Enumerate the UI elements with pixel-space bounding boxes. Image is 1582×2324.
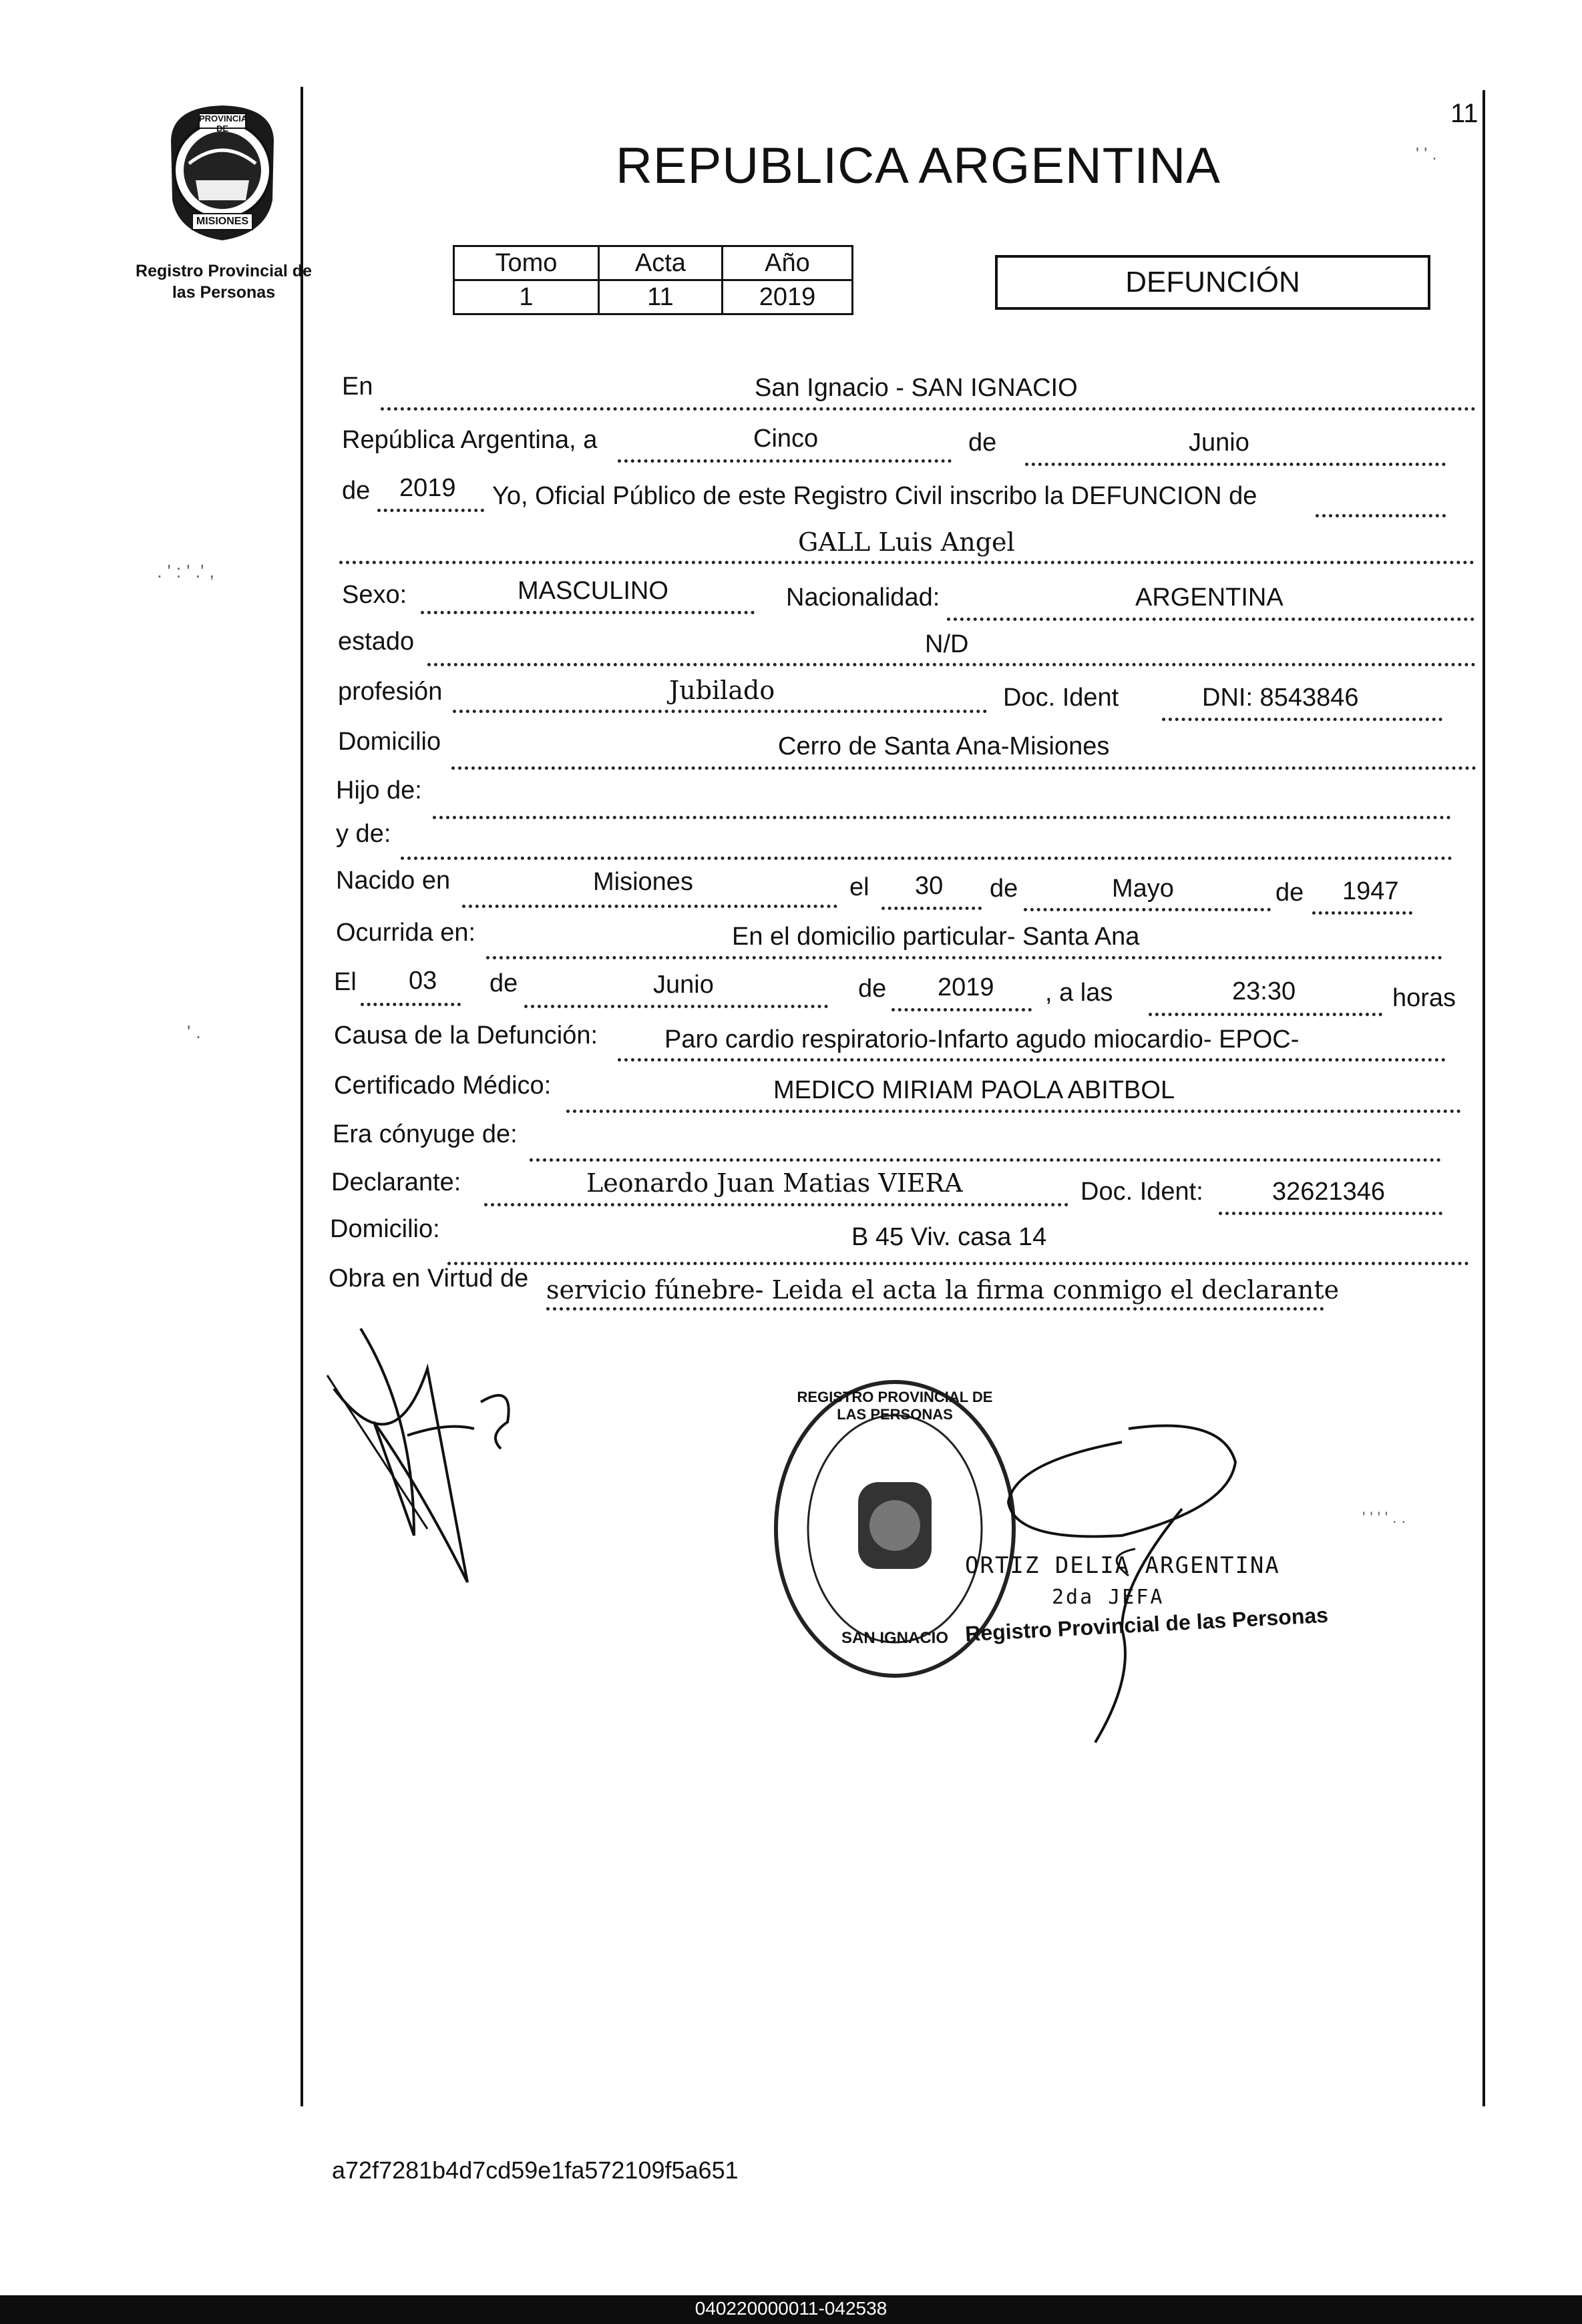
de-label-5: de bbox=[858, 975, 887, 1003]
declarante-doc-underline bbox=[1219, 1212, 1442, 1215]
certificado-value: MEDICO MIRIAM PAOLA ABITBOL bbox=[773, 1076, 1175, 1104]
sexo-label: Sexo: bbox=[342, 581, 407, 609]
profesion-underline bbox=[453, 710, 987, 713]
profesion-label: profesión bbox=[338, 678, 443, 706]
birth-day-value: 30 bbox=[915, 872, 944, 900]
document-hash-code: a72f7281b4d7cd59e1fa572109f5a651 bbox=[332, 2156, 739, 2184]
nacionalidad-label: Nacionalidad: bbox=[786, 584, 940, 612]
page-number: 11 bbox=[1450, 99, 1478, 128]
hijo-label: Hijo de: bbox=[336, 776, 422, 804]
birth-year-value: 1947 bbox=[1342, 877, 1399, 905]
doc-ident-label: Doc. Ident bbox=[1003, 684, 1119, 712]
inscribo-text: Yo, Oficial Público de este Registro Civil inscribo la DEFUNCION de bbox=[492, 482, 1257, 510]
table-header-acta: Acta bbox=[598, 246, 722, 280]
seal-top-text: PROVINCIA DE bbox=[199, 113, 248, 134]
hijo-underline bbox=[433, 816, 1451, 819]
year-underline bbox=[377, 509, 484, 512]
nacionalidad-value: ARGENTINA bbox=[1135, 584, 1283, 612]
nacido-label: Nacido en bbox=[336, 867, 451, 895]
de-label-3: de bbox=[1275, 879, 1304, 907]
deceased-name-value: GALL Luis Angel bbox=[798, 527, 1015, 557]
left-margin-line bbox=[301, 87, 303, 2106]
declarante-value: Leonardo Juan Matias VIERA bbox=[586, 1168, 963, 1198]
declarante-underline bbox=[484, 1203, 1068, 1206]
birth-year-underline bbox=[1312, 911, 1412, 915]
certificado-underline bbox=[566, 1110, 1461, 1113]
el2-label: El bbox=[334, 968, 357, 996]
declarante-label: Declarante: bbox=[331, 1168, 461, 1196]
declarante-domicilio-underline bbox=[447, 1262, 1469, 1265]
declarante-domicilio-value: B 45 Viv. casa 14 bbox=[851, 1223, 1047, 1251]
province-seal-emblem bbox=[159, 100, 286, 244]
alas-label: , a las bbox=[1045, 979, 1113, 1007]
declarante-doc-label: Doc. Ident: bbox=[1080, 1178, 1203, 1206]
officer-title: 2da JEFA bbox=[1052, 1586, 1165, 1609]
conyuge-label: Era cónyuge de: bbox=[333, 1120, 518, 1148]
sexo-underline bbox=[421, 611, 755, 614]
year-prefix-label: de bbox=[342, 477, 371, 505]
record-number-table bbox=[453, 245, 853, 315]
day-word-value: Cinco bbox=[753, 425, 819, 453]
table-value-acta: 11 bbox=[598, 280, 722, 314]
death-day-value: 03 bbox=[409, 967, 437, 995]
scan-noise-left-2: ' . bbox=[187, 1021, 201, 1042]
country-title: REPUBLICA ARGENTINA bbox=[616, 138, 1221, 194]
el-label: el bbox=[849, 873, 869, 901]
death-day-underline bbox=[361, 1003, 461, 1006]
nacido-value: Misiones bbox=[593, 868, 693, 896]
declarante-domicilio-label: Domicilio: bbox=[330, 1215, 440, 1243]
declarante-doc-value: 32621346 bbox=[1272, 1178, 1386, 1206]
yde-label: y de: bbox=[336, 820, 391, 848]
record-table-header-row bbox=[454, 246, 853, 280]
de-label-1: de bbox=[968, 429, 997, 457]
doc-ident-underline bbox=[1162, 718, 1442, 721]
horas-label: horas bbox=[1392, 984, 1456, 1012]
inscribo-underline bbox=[1316, 514, 1446, 517]
domicilio-value: Cerro de Santa Ana-Misiones bbox=[778, 732, 1110, 760]
right-margin-line bbox=[1482, 90, 1485, 2106]
scan-noise-left-1: . ' : ' .' , bbox=[157, 561, 215, 582]
table-header-anio: Año bbox=[722, 246, 852, 280]
record-type-box: DEFUNCIÓN bbox=[995, 255, 1430, 310]
deceased-name-underline bbox=[339, 561, 1474, 564]
doc-ident-value: DNI: 8543846 bbox=[1202, 684, 1359, 712]
month-value: Junio bbox=[1189, 429, 1249, 457]
en-value: San Ignacio - SAN IGNACIO bbox=[755, 374, 1078, 402]
de-label-4: de bbox=[489, 969, 518, 997]
ocurrida-underline bbox=[486, 956, 1442, 959]
death-month-value: Junio bbox=[653, 971, 714, 999]
day-word-underline bbox=[618, 459, 952, 463]
de-label-2: de bbox=[990, 875, 1018, 903]
officer-organization: Registro Provincial de las Personas bbox=[964, 1602, 1329, 1646]
death-time-underline bbox=[1149, 1013, 1382, 1016]
organization-name bbox=[117, 260, 331, 303]
death-year-underline bbox=[892, 1008, 1032, 1011]
death-month-underline bbox=[524, 1005, 828, 1008]
sexo-value: MASCULINO bbox=[518, 577, 668, 605]
certificado-label: Certificado Médico: bbox=[334, 1072, 552, 1100]
month-underline bbox=[1025, 463, 1446, 466]
conyuge-underline bbox=[530, 1158, 1441, 1162]
obra-underline bbox=[546, 1307, 1324, 1311]
footer-code: 040220000011-042538 bbox=[695, 2298, 887, 2319]
birth-day-underline bbox=[881, 907, 982, 910]
causa-underline bbox=[618, 1058, 1446, 1062]
causa-value: Paro cardio respiratorio-Infarto agudo miocardio- EPOC- bbox=[664, 1025, 1300, 1054]
death-time-value: 23:30 bbox=[1232, 977, 1296, 1005]
en-label: En bbox=[342, 373, 373, 401]
ocurrida-value: En el domicilio particular- Santa Ana bbox=[732, 923, 1140, 951]
causa-label: Causa de la Defunción: bbox=[334, 1021, 598, 1050]
table-value-anio: 2019 bbox=[722, 280, 852, 314]
seal-ring-text: REGISTRO PROVINCIAL DE LAS PERSONAS bbox=[797, 1389, 993, 1423]
declarant-signature bbox=[314, 1315, 534, 1602]
nacido-underline bbox=[462, 905, 837, 908]
republica-label: República Argentina, a bbox=[342, 426, 598, 454]
seal-bottom-text: MISIONES bbox=[196, 216, 249, 227]
organization-name-line2: las Personas bbox=[172, 283, 276, 302]
yde-underline bbox=[401, 857, 1452, 860]
table-value-tomo: 1 bbox=[454, 280, 599, 314]
nacionalidad-underline bbox=[947, 618, 1474, 621]
seal-inner-text: SAN IGNACIO bbox=[841, 1629, 948, 1647]
year-value: 2019 bbox=[399, 474, 456, 502]
obra-label: Obra en Virtud de bbox=[329, 1264, 529, 1293]
record-table-value-row bbox=[454, 280, 853, 314]
domicilio-label: Domicilio bbox=[338, 728, 441, 756]
organization-name-line1: Registro Provincial de bbox=[136, 262, 312, 280]
obra-value: servicio fúnebre- Leida el acta la firma conmigo el declarante bbox=[546, 1275, 1340, 1305]
scan-noise-right-1: ' ' . bbox=[1416, 144, 1437, 164]
scan-noise-right-2: ' ' ' ' . . bbox=[1362, 1509, 1406, 1527]
estado-label: estado bbox=[338, 628, 415, 656]
en-underline bbox=[381, 407, 1476, 411]
birth-month-underline bbox=[1024, 908, 1271, 911]
estado-underline bbox=[427, 663, 1476, 666]
table-header-tomo: Tomo bbox=[454, 246, 599, 280]
estado-value: N/D bbox=[925, 630, 969, 658]
ocurrida-label: Ocurrida en: bbox=[336, 919, 476, 947]
birth-month-value: Mayo bbox=[1112, 875, 1174, 903]
domicilio-underline bbox=[451, 766, 1476, 770]
profesion-value: Jubilado bbox=[669, 676, 775, 705]
officer-name: ORTIZ DELIA ARGENTINA bbox=[965, 1552, 1280, 1579]
death-year-value: 2019 bbox=[938, 973, 994, 1001]
